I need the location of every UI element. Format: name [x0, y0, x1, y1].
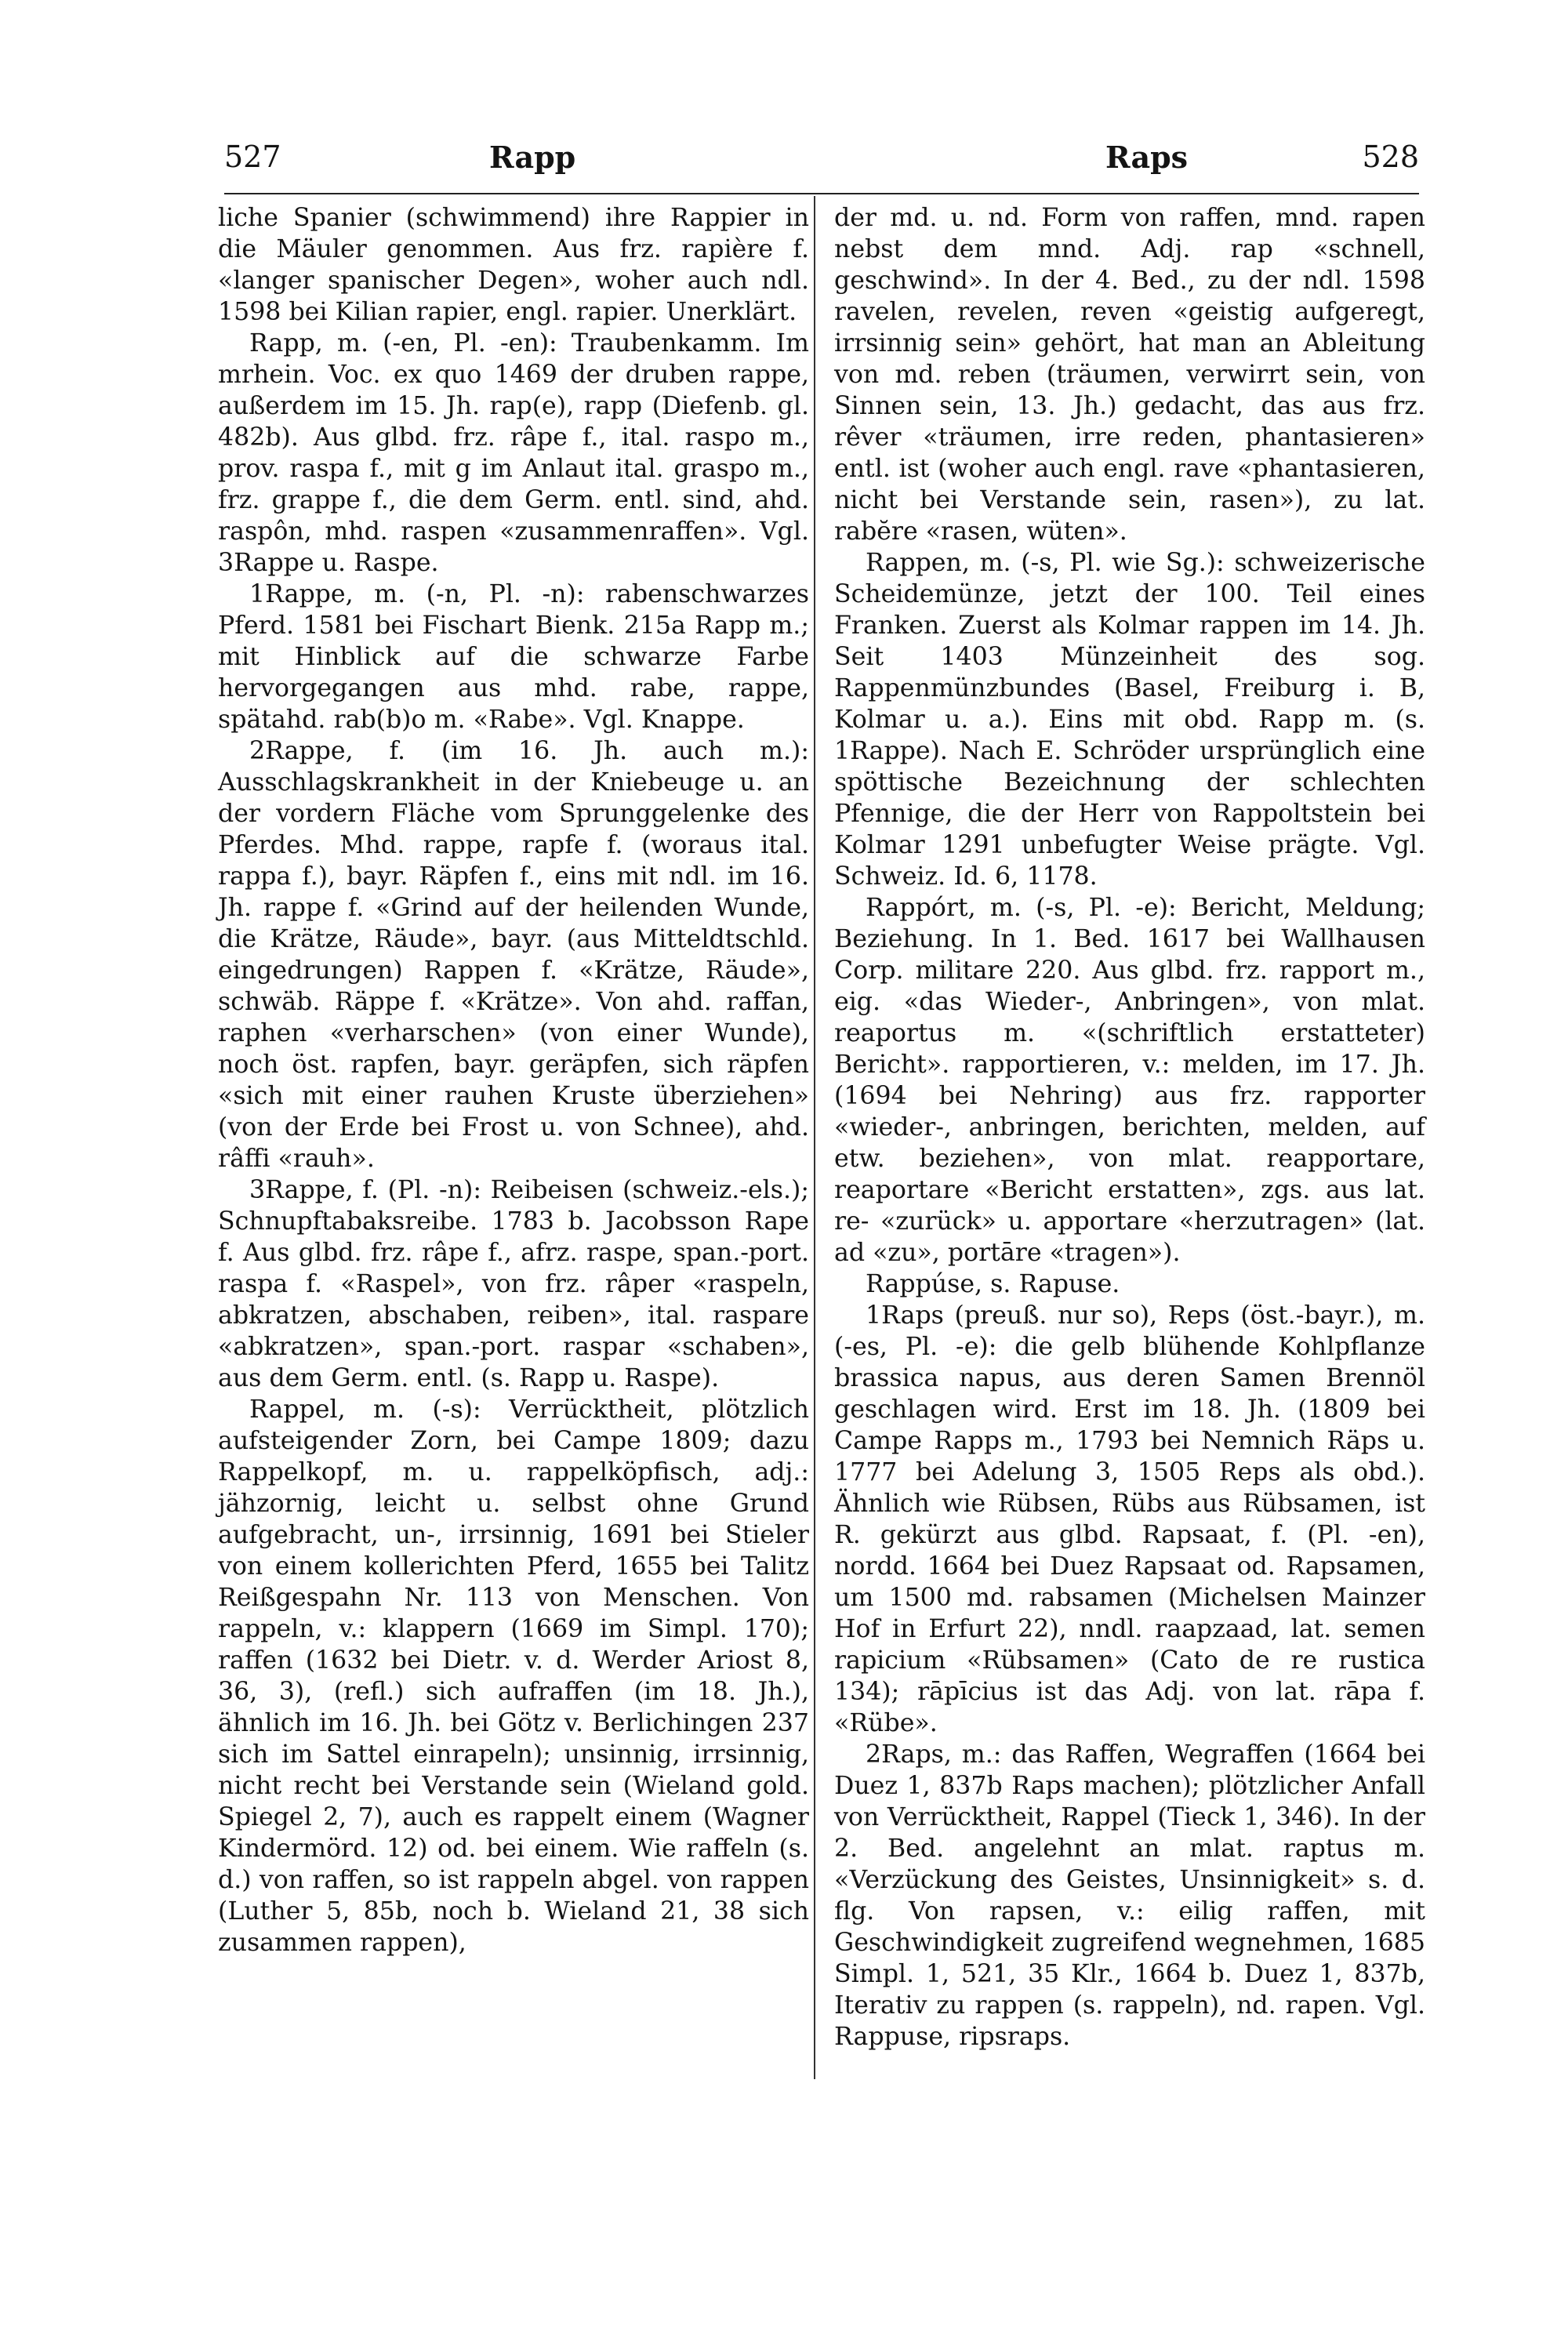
entry-raps-1: 1Raps (preuß. nur so), Reps (öst.-bayr.), m. (-es, Pl. -e): die gelb blühende Kohlpflanze brassica napus, aus deren Samen Brennöl geschlagen wird. Erst im 18. Jh. (1809 bei Campe Rapps m., 1793 bei Nemnich Räps u. 1777 bei Adelung 3, 1505 Reps als obd.). Ähnlich wie Rübsen, Rübs aus Rübsamen, ist R. gekürzt aus glbd. Rapsaat, f. (Pl. -en), nordd. 1664 bei Duez Rapsaat od. Rapsamen, um 1500 md. rabsamen (Michelsen Mainzer Hof in Erfurt 22), nndl. raapzaad, lat. semen rapicium «Rübsamen» (Cato de re rustica 134); rāpīcius ist das Adj. von lat. rāpa f. «Rübe». [834, 1301, 1425, 1737]
entry-continuation: der md. u. nd. Form von raffen, mnd. rapen nebst dem mnd. Adj. rap «schnell, geschwind». In der 4. Bed., zu der ndl. 1598 ravelen, revelen, reven «geistig aufgeregt, irrsinnig sein» gehört, hat man an Ableitung von md. reben (träumen, verwirrt sein, von Sinnen sein, 13. Jh.) gedacht, das aus frz. rêver «träumen, irre reden, phantasieren» entl. ist (woher auch engl. rave «phantasieren, nicht bei Verstande sein, rasen»), zu lat. rabĕre «rasen, wüten». [834, 204, 1425, 546]
running-headword-right: Raps [1105, 140, 1189, 175]
entry-rappe-3: 3Rappe, f. (Pl. -n): Reibeisen (schweiz.-els.); Schnupftabaksreibe. 1783 b. Jacobsson Rape f. Aus glbd. frz. râpe f., afrz. raspe, span.-port. raspa f. «Raspel», von frz. râper «raspeln, abkratzen, abschaben, reiben», ital. raspare «abkratzen», span.-port. raspar «schaben», aus dem Germ. entl. (s. Rapp u. Raspe). [218, 1176, 809, 1392]
entry-rappe-1: 1Rappe, m. (-n, Pl. -n): rabenschwarzes Pferd. 1581 bei Fischart Bienk. 215a Rapp m.; mit Hinblick auf die schwarze Farbe hervorgegangen aus mhd. rabe, rappe, spätahd. rab(b)o m. «Rabe». Vgl. Knappe. [218, 580, 809, 734]
header-rule [224, 193, 1419, 194]
page-number-left: 527 [224, 140, 281, 174]
entry-rappel: Rappel, m. (-s): Verrücktheit, plötzlich aufsteigender Zorn, bei Campe 1809; dazu Rappelkopf, m. u. rappelköpfisch, adj.: jähzornig, leicht u. selbst ohne Grund aufgebracht, un-, irrsinnig, 1691 bei Stieler von einem kollerichten Pferd, 1655 bei Talitz Reißgespahn Nr. 113 von Menschen. Von rappeln, v.: klappern (1669 im Simpl. 170); raffen (1632 bei Dietr. v. d. Werder Ariost 8, 36, 3), (refl.) sich aufraffen (im 18. Jh.), ähnlich im 16. Jh. bei Götz v. Berlichingen 237 sich im Sattel einrapeln); unsinnig, irrsinnig, nicht recht bei Verstande sein (Wieland gold. Spiegel 2, 7), auch es rappelt einem (Wagner Kindermörd. 12) od. bei einem. Wie raffeln (s. d.) von raffen, so ist rappeln abgel. von rappen (Luther 5, 85b, noch b. Wieland 21, 38 sich zusammen rappen), [218, 1396, 809, 1957]
entry-continuation: liche Spanier (schwimmend) ihre Rappier in die Mäuler genommen. Aus frz. rapière f. «langer spanischer Degen», woher auch ndl. 1598 bei Kilian rapier, engl. rapier. Unerklärt. [218, 204, 809, 326]
entry-rapp: Rapp, m. (-en, Pl. -en): Traubenkamm. Im mrhein. Voc. ex quo 1469 der druben rappe, außerdem im 15. Jh. rap(e), rapp (Diefenb. gl. 482b). Aus glbd. frz. râpe f., ital. raspo m., prov. raspa f., mit g im Anlaut ital. graspo m., frz. grappe f., die dem Germ. entl. sind, ahd. raspôn, mhd. raspen «zusammenraffen». Vgl. 3Rappe u. Raspe. [218, 329, 809, 577]
entry-raps-2: 2Raps, m.: das Raffen, Wegraffen (1664 bei Duez 1, 837b Raps machen); plötzlicher Anfall von Verrücktheit, Rappel (Tieck 1, 346). In der 2. Bed. angelehnt an mlat. raptus m. «Verzückung des Geistes, Unsinnigkeit» s. d. flg. Von rapsen, v.: eilig raffen, mit Geschwindigkeit zugreifend wegnehmen, 1685 Simpl. 1, 521, 35 Klr., 1664 b. Duez 1, 837b, Iterativ zu rappen (s. rappeln), nd. rapen. Vgl. Rappuse, ripsraps. [834, 1740, 1425, 2051]
page-number-right: 528 [1362, 140, 1419, 174]
entry-rappuse: Rappúse, s. Rapuse. [866, 1270, 1120, 1298]
running-headword-left: Rapp [489, 140, 576, 175]
entry-rappen: Rappen, m. (-s, Pl. wie Sg.): schweizerische Scheidemünze, jetzt der 100. Teil eines Franken. Zuerst als Kolmar rappen im 14. Jh. Seit 1403 Münzeinheit des sog. Rappenmünzbundes (Basel, Freiburg i. B, Kolmar u. a.). Eins mit obd. Rapp m. (s. 1Rappe). Nach E. Schröder ursprünglich eine spöttische Bezeichnung der schlechten Pfennige, die der Herr von Rappoltstein bei Kolmar 1291 unbefugter Weise prägte. Vgl. Schweiz. Id. 6, 1178. [834, 549, 1425, 891]
entry-rapport: Rappórt, m. (-s, Pl. -e): Bericht, Meldung; Beziehung. In 1. Bed. 1617 bei Wallhausen Corp. militare 220. Aus glbd. frz. rapport m., eig. «das Wieder-, Anbringen», von mlat. reaportus m. «(schriftlich erstatteter) Bericht». rapportieren, v.: melden, im 17. Jh. (1694 bei Nehring) aus frz. rapporter «wieder-, anbringen, berichten, melden, auf etw. beziehen», von mlat. reapportare, reaportare «Bericht erstatten», zgs. aus lat. re- «zurück» u. apportare «herzutragen» (lat. ad «zu», portāre «tragen»). [834, 894, 1425, 1267]
running-header [224, 140, 1419, 187]
entry-rappe-2: 2Rappe, f. (im 16. Jh. auch m.): Ausschlagskrankheit in der Kniebeuge u. an der vordern Fläche vom Sprunggelenke des Pferdes. Mhd. rappe, rapfe f. (woraus ital. rappa f.), bayr. Räpfen f., eins mit ndl. im 16. Jh. rappe f. «Grind auf der heilenden Wunde, die Krätze, Räude», bayr. (aus Mitteldtschld. eingedrungen) Rappen f. «Krätze, Räude», schwäb. Räppe f. «Krätze». Von ahd. raffan, raphen «verharschen» (von einer Wunde), noch öst. rapfen, bayr. geräpfen, sich räpfen «sich mit einer rauhen Kruste überziehen» (von der Erde bei Frost u. von Schnee), ahd. râffi «rauh». [218, 737, 809, 1173]
left-column [218, 202, 809, 2084]
column-divider [814, 196, 815, 2079]
right-column [834, 202, 1425, 2084]
